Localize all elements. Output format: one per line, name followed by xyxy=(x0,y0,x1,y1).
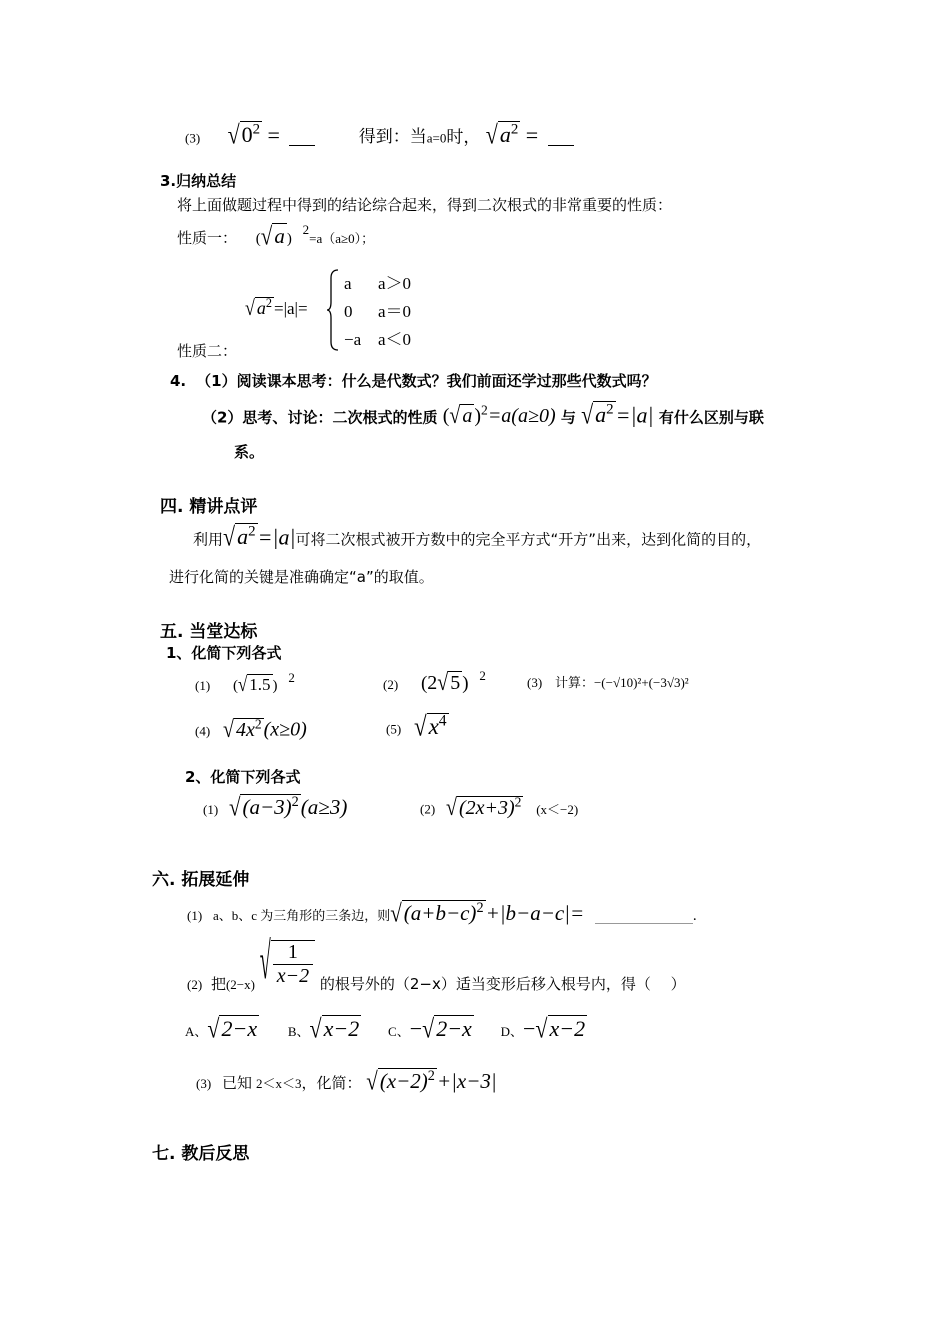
exercise-2-2: (2) √ $(2x+3)^2$ (x＜−2) xyxy=(420,794,579,821)
option-c: C、−√2−x xyxy=(388,1013,472,1044)
equals-sign: = xyxy=(267,122,280,148)
text: （2）思考、讨论：二次根式的性质 xyxy=(202,408,438,427)
equals-sign: = xyxy=(525,122,539,148)
summary-text: 将上面做题过程中得到的结论综合起来，得到二次根式的非常重要的性质： xyxy=(177,196,673,214)
property-label: 性质一： xyxy=(177,229,238,247)
sqrt-expression: √a xyxy=(260,221,285,251)
exercise-1: (1) (√ 1.5 ) 2 xyxy=(195,670,295,696)
section-title: 3.归纳总结 xyxy=(160,172,237,190)
question-4-line3: 系。 xyxy=(234,443,265,461)
section-title: 五. 当堂达标 xyxy=(160,622,258,642)
question-4-line2 xyxy=(202,399,764,430)
option-a: A、√2−x xyxy=(185,1013,258,1044)
question-4-line1: 4. （1）阅读课本思考：什么是代数式？我们前面还学过那些代数式吗？ xyxy=(170,372,657,390)
paren: ) xyxy=(286,231,292,247)
option-d: D、−√x−2 xyxy=(500,1013,586,1044)
formula: $√a^2=|a|$ xyxy=(581,399,654,430)
text: 得到：当 xyxy=(358,127,427,148)
subsection-title: 2、化简下列各式 xyxy=(185,768,301,786)
exercise-2: (2) (2√ 5 ) 2 xyxy=(383,668,486,697)
case-row: a a＞0 xyxy=(344,274,412,293)
subsection-title: 1、化简下列各式 xyxy=(166,644,282,662)
sqrt-expression: $√a^2$ xyxy=(485,119,519,150)
formula: $√a^2=|a|$ xyxy=(223,521,296,552)
property-condition: =a（a≥0）； xyxy=(309,231,375,246)
property-two-lhs xyxy=(245,296,308,319)
sqrt-expression: $√0^2$ xyxy=(227,119,261,150)
paren: ( xyxy=(255,231,261,247)
condition: a=0 xyxy=(426,130,447,146)
section-title: 四. 精讲点评 xyxy=(160,497,258,517)
item-3-row xyxy=(185,119,578,150)
exercise-5: (5) $√x^4$ xyxy=(386,711,447,742)
options-row xyxy=(185,1013,587,1044)
extension-q1: (1) a、b、c 为三角形的三条边，则$√(a+b-c)^2+|b-a-c|=$ . xyxy=(187,898,697,928)
item-label: (3) xyxy=(185,130,201,146)
answer-blank xyxy=(548,144,574,146)
comment-line1 xyxy=(193,521,762,552)
option-b: B、√x−2 xyxy=(287,1013,360,1044)
exponent: 2 xyxy=(302,222,310,237)
answer-blank xyxy=(289,144,315,146)
sqrt-expression: √ $a^2$ xyxy=(245,295,273,320)
case-row: −a a＜0 xyxy=(344,330,412,349)
case-row: 0 a＝0 xyxy=(344,302,412,321)
property-one xyxy=(177,222,374,249)
exercise-2-1: (1) $√(a-3)^2(a\ge 3)$ xyxy=(203,792,348,822)
section-title: 六. 拓展延伸 xyxy=(152,870,250,890)
exercise-3: (3) 计算：−(−√10)²+(−3√3)² xyxy=(527,675,689,691)
comment-line2: 进行化简的关键是准确确定“a”的取值。 xyxy=(169,568,434,586)
section-title: 七. 教后反思 xyxy=(152,1144,250,1164)
equation: =|a|= xyxy=(274,299,308,318)
piecewise-cases xyxy=(344,270,411,354)
extension-q3: (3) 已知 2＜x＜3，化简： $√(x-2)^2+|x-3|$ xyxy=(196,1066,497,1096)
sqrt-fraction: √ $\frac{1}{x-2}$ xyxy=(260,940,315,988)
brace xyxy=(326,268,340,352)
answer-blank xyxy=(595,922,693,924)
property-label: 性质二： xyxy=(177,342,238,360)
text: 时， xyxy=(446,127,481,148)
text: 利用 xyxy=(193,530,224,549)
text: 有什么区别与联 xyxy=(658,408,764,427)
exercise-4: (4) √ $4x^2$ (x≥0) xyxy=(195,716,307,743)
formula: (√ a )$^2$=a(a≥0) xyxy=(442,402,556,430)
extension-q2: (2) 把(2−x) √ $\frac{1}{x-2}$ 的根号外的（2−x）适当变形后移入根号内，得（ ） xyxy=(187,933,686,994)
text: 与 xyxy=(560,408,576,427)
text: 可将二次根式被开方数中的完全平方式“开方”出来，达到化简的目的， xyxy=(295,530,762,549)
